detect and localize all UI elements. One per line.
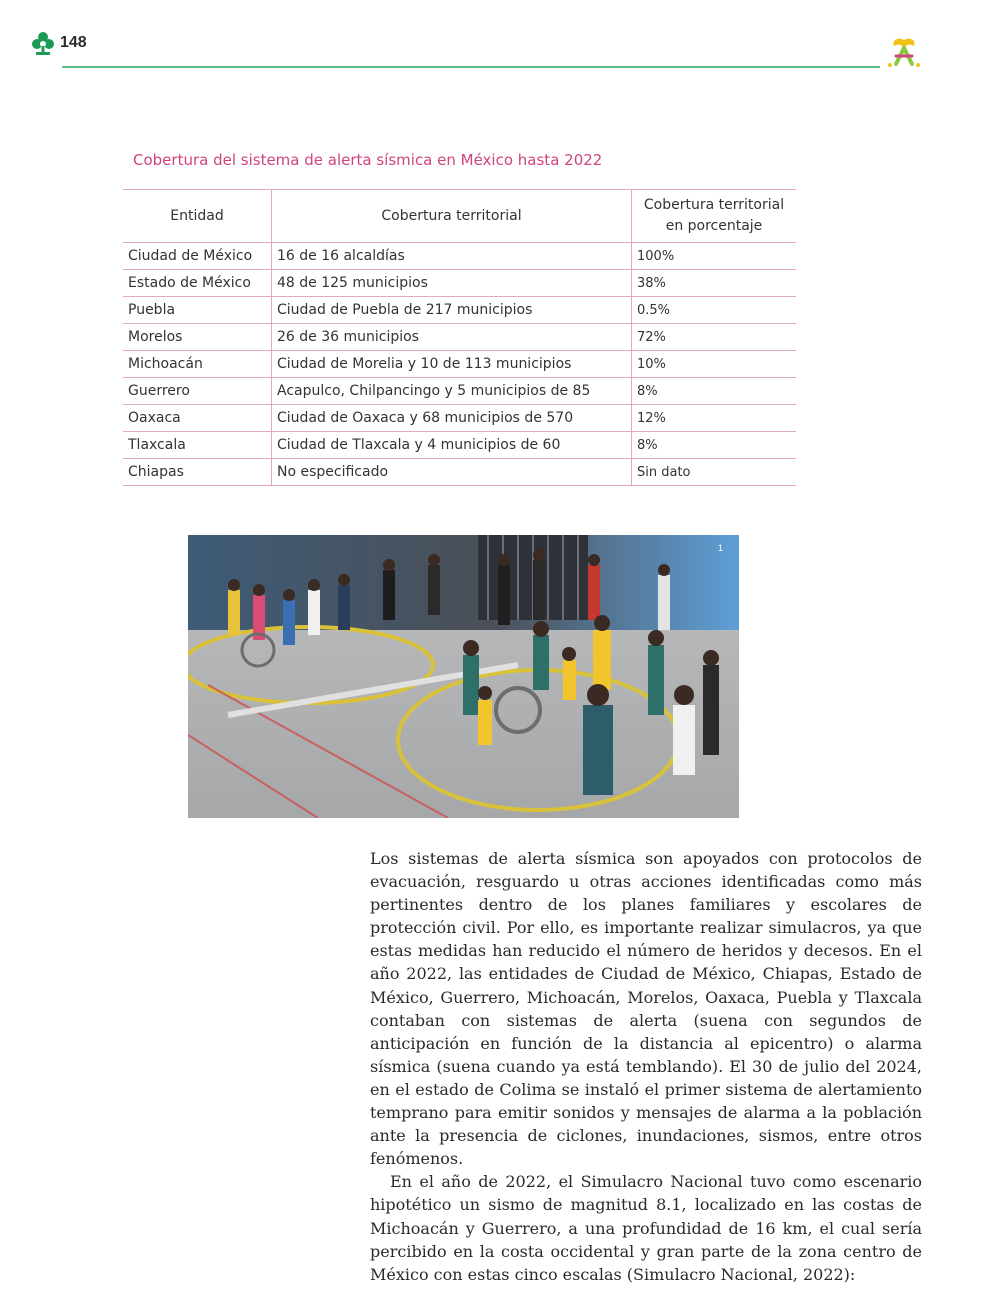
page-number: 148 xyxy=(60,34,87,51)
table-row xyxy=(123,432,796,459)
photo-corner-mark: 1 xyxy=(718,543,724,553)
table-row xyxy=(123,324,796,351)
table-row xyxy=(123,459,796,486)
column-header-cobertura: Cobertura territorial xyxy=(272,190,632,243)
table-row xyxy=(123,297,796,324)
cell-cobertura: Ciudad de Oaxaca y 68 municipios de 570 xyxy=(272,405,632,432)
cell-entidad: Morelos xyxy=(123,324,272,351)
cell-cobertura: 16 de 16 alcaldías xyxy=(272,243,632,270)
cell-cobertura: Ciudad de Tlaxcala y 4 municipios de 60 xyxy=(272,432,632,459)
cell-porcentaje: 8% xyxy=(632,432,797,459)
cell-entidad: Puebla xyxy=(123,297,272,324)
cell-cobertura: No especificado xyxy=(272,459,632,486)
table-row xyxy=(123,378,796,405)
cell-porcentaje: 72% xyxy=(632,324,797,351)
cell-cobertura: 48 de 125 municipios xyxy=(272,270,632,297)
school-drill-photo xyxy=(188,535,739,818)
cell-porcentaje: 12% xyxy=(632,405,797,432)
paragraph: En el año de 2022, el Simulacro Nacional tuvo como escenario hipotético un sismo de magnitud 8.1, localizado en las costas de Michoacán y Guerrero, a una profundidad de 16 km, el cual sería percibido en la costa occidental y gran parte de la zona centro de México con estas cinco escalas (Simulacro Nacional, 2022): xyxy=(370,1172,922,1284)
body-text xyxy=(370,847,922,1286)
cell-porcentaje: 0.5% xyxy=(632,297,797,324)
cell-porcentaje: 38% xyxy=(632,270,797,297)
cell-entidad: Chiapas xyxy=(123,459,272,486)
table-header-row xyxy=(123,190,796,243)
cell-cobertura: 26 de 36 municipios xyxy=(272,324,632,351)
cell-entidad: Ciudad de México xyxy=(123,243,272,270)
cell-porcentaje: Sin dato xyxy=(632,459,797,486)
cell-entidad: Guerrero xyxy=(123,378,272,405)
cell-porcentaje: 100% xyxy=(632,243,797,270)
cell-cobertura: Acapulco, Chilpancingo y 5 municipios de 85 xyxy=(272,378,632,405)
coverage-table xyxy=(123,189,796,486)
cell-porcentaje: 10% xyxy=(632,351,797,378)
column-header-porcentaje: Cobertura territorial en porcentaje xyxy=(632,190,797,243)
leaf-cluster-icon xyxy=(30,30,56,56)
cell-cobertura: Ciudad de Puebla de 217 municipios xyxy=(272,297,632,324)
cell-cobertura: Ciudad de Morelia y 10 de 113 municipios xyxy=(272,351,632,378)
cell-porcentaje: 8% xyxy=(632,378,797,405)
column-header-entidad: Entidad xyxy=(123,190,272,243)
cell-entidad: Michoacán xyxy=(123,351,272,378)
cell-entidad: Estado de México xyxy=(123,270,272,297)
sprout-figure-icon xyxy=(884,34,924,70)
table-title: Cobertura del sistema de alerta sísmica en México hasta 2022 xyxy=(133,151,603,169)
paragraph: Los sistemas de alerta sísmica son apoyados con protocolos de evacuación, resguardo u otras acciones identificadas como más pertinentes dentro de los planes familiares y escolares de protección civil. Por ello, es importante realizar simulacros, ya que estas medidas han reducido el número de heridos y decesos. En el año 2022, las entidades de Ciudad de México, Chiapas, Estado de México, Guerrero, Michoacán, Morelos, Oaxaca, Puebla y Tlaxcala contaban con sistemas de alerta (suena con segundos de anticipación en función de la distancia al epicentro) o alarma sísmica (suena cuando ya está temblando). El 30 de julio del 2024, en el estado de Colima se instaló el primer sistema de alertamiento temprano para emitir sonidos y mensajes de alarma a la población ante la presencia de ciclones, inundaciones, sismos, entre otros fenómenos. xyxy=(370,849,922,1169)
cell-entidad: Tlaxcala xyxy=(123,432,272,459)
header-divider xyxy=(62,66,880,68)
table-row xyxy=(123,243,796,270)
cell-entidad: Oaxaca xyxy=(123,405,272,432)
table-row xyxy=(123,351,796,378)
table-row xyxy=(123,405,796,432)
table-row xyxy=(123,270,796,297)
